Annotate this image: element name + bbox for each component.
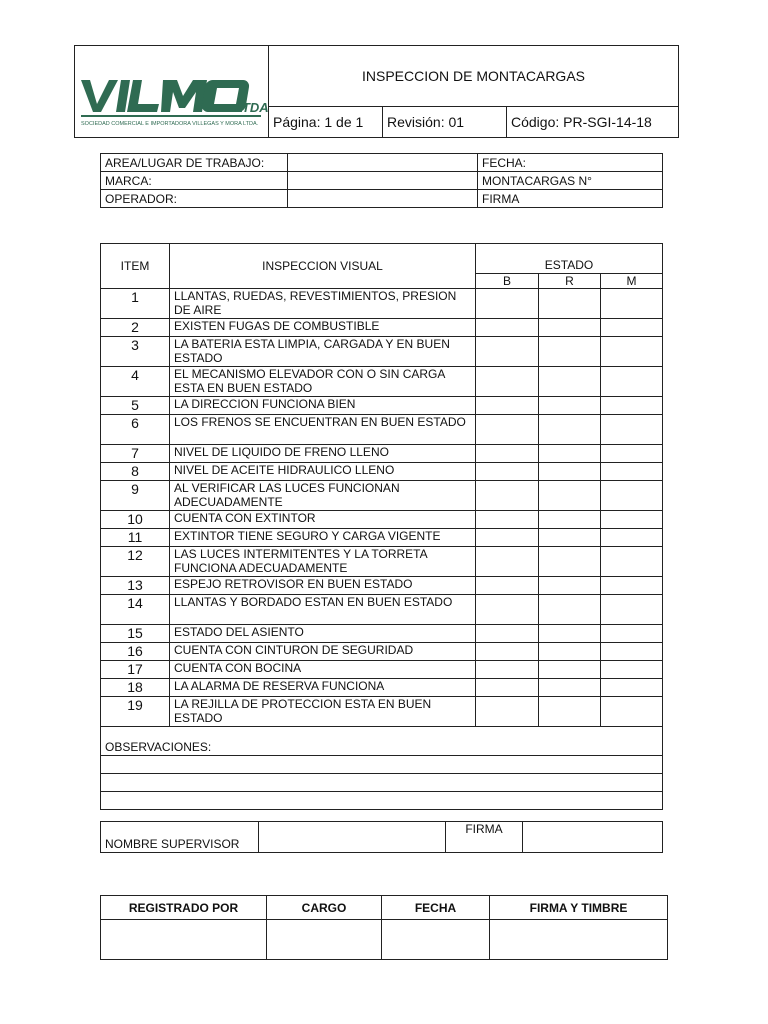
document-code: Código: PR-SGI-14-18 [507,106,679,137]
state-regular-check[interactable] [539,643,601,661]
state-good-check[interactable] [476,511,539,529]
state-regular-check[interactable] [539,547,601,577]
checklist-row [101,319,663,337]
state-bad-check[interactable] [601,697,663,727]
checklist-row [101,547,663,577]
state-regular-check[interactable] [539,625,601,643]
item-description: LA REJILLA DE PROTECCION ESTA EN BUEN ESTADO [170,697,476,727]
supervisor-signature-label: FIRMA [446,822,523,853]
item-number: 1 [101,289,170,319]
item-number: 5 [101,397,170,415]
supervisor-signature-field[interactable] [523,822,663,853]
item-number: 13 [101,577,170,595]
company-logo [75,46,269,138]
date-field[interactable] [382,920,490,960]
item-description: AL VERIFICAR LAS LUCES FUNCIONAN ADECUADAMENTE [170,481,476,511]
item-description: EL MECANISMO ELEVADOR CON O SIN CARGA ESTA EN BUEN ESTADO [170,367,476,397]
checklist-row [101,577,663,595]
state-bad-check[interactable] [601,397,663,415]
observations-line[interactable] [101,774,663,792]
checklist-row [101,367,663,397]
state-regular-check[interactable] [539,595,601,625]
checklist-row [101,643,663,661]
item-number: 12 [101,547,170,577]
brand-field[interactable] [288,172,478,190]
state-good-check[interactable] [476,643,539,661]
position-header: CARGO [267,896,382,920]
item-description: LA BATERIA ESTA LIMPIA, CARGADA Y EN BUEN ESTADO [170,337,476,367]
brand-label: MARCA: [101,172,288,190]
state-bad-check[interactable] [601,661,663,679]
item-description: ESPEJO RETROVISOR EN BUEN ESTADO [170,577,476,595]
checklist-row [101,463,663,481]
item-number: 19 [101,697,170,727]
svg-text:LTDA.: LTDA. [235,100,269,115]
state-regular-check[interactable] [539,397,601,415]
state-bad-check[interactable] [601,289,663,319]
item-description: LA DIRECCION FUNCIONA BIEN [170,397,476,415]
item-number: 7 [101,445,170,463]
checklist-row [101,289,663,319]
forklift-number-label: MONTACARGAS N° [478,172,663,190]
item-number: 14 [101,595,170,625]
checklist-row [101,337,663,367]
checklist-row [101,415,663,445]
item-number: 11 [101,529,170,547]
item-description: CUENTA CON CINTURON DE SEGURIDAD [170,643,476,661]
checklist-row [101,697,663,727]
state-bad-check[interactable] [601,547,663,577]
state-regular-check[interactable] [539,445,601,463]
item-number: 10 [101,511,170,529]
state-good-check[interactable] [476,481,539,511]
logo-subtitle: SOCIEDAD COMERCIAL E IMPORTADORA VILLEGAS Y MORA LTDA. [81,121,259,127]
checklist-row [101,595,663,625]
state-bad-check[interactable] [601,445,663,463]
state-bad-header: M [601,274,663,289]
state-bad-check[interactable] [601,415,663,445]
operator-label: OPERADOR: [101,190,288,208]
signature-stamp-field[interactable] [490,920,668,960]
state-bad-check[interactable] [601,319,663,337]
state-regular-check[interactable] [539,481,601,511]
work-info-table [100,153,663,208]
state-regular-check[interactable] [539,661,601,679]
state-regular-check[interactable] [539,337,601,367]
signature-stamp-header: FIRMA Y TIMBRE [490,896,668,920]
state-regular-check[interactable] [539,577,601,595]
item-description: EXISTEN FUGAS DE COMBUSTIBLE [170,319,476,337]
vilmo-logo-icon [75,46,269,135]
item-description: LA ALARMA DE RESERVA FUNCIONA [170,679,476,697]
item-description: ESTADO DEL ASIENTO [170,625,476,643]
item-description: CUENTA CON EXTINTOR [170,511,476,529]
state-regular-check[interactable] [539,679,601,697]
observations-line[interactable] [101,792,663,810]
date-label: FECHA: [478,154,663,172]
state-regular-check[interactable] [539,415,601,445]
state-bad-check[interactable] [601,463,663,481]
item-number: 6 [101,415,170,445]
state-good-check[interactable] [476,415,539,445]
state-bad-check[interactable] [601,643,663,661]
state-bad-check[interactable] [601,367,663,397]
state-regular-check[interactable] [539,463,601,481]
item-number: 17 [101,661,170,679]
document-title: INSPECCION DE MONTACARGAS [269,46,679,107]
state-good-check[interactable] [476,577,539,595]
state-regular-check[interactable] [539,697,601,727]
checklist-row [101,625,663,643]
item-description: CUENTA CON BOCINA [170,661,476,679]
state-good-check[interactable] [476,319,539,337]
state-bad-check[interactable] [601,481,663,511]
state-good-check[interactable] [476,679,539,697]
area-label: AREA/LUGAR DE TRABAJO: [101,154,288,172]
state-good-check[interactable] [476,697,539,727]
supervisor-row [100,821,663,853]
state-good-check[interactable] [476,661,539,679]
operator-field[interactable] [288,190,478,208]
checklist-row [101,397,663,415]
item-number: 18 [101,679,170,697]
item-description: LLANTAS Y BORDADO ESTAN EN BUEN ESTADO [170,595,476,625]
signature-label: FIRMA [478,190,663,208]
state-good-check[interactable] [476,595,539,625]
page-number: Página: 1 de 1 [269,106,383,137]
checklist-row [101,481,663,511]
state-bad-check[interactable] [601,529,663,547]
state-regular-check[interactable] [539,529,601,547]
state-regular-check[interactable] [539,511,601,529]
item-number: 16 [101,643,170,661]
state-good-check[interactable] [476,397,539,415]
state-good-check[interactable] [476,529,539,547]
inspection-checklist [100,243,663,810]
supervisor-name-field[interactable] [259,822,446,853]
document-header [74,45,679,138]
item-description: LOS FRENOS SE ENCUENTRAN EN BUEN ESTADO [170,415,476,445]
state-good-check[interactable] [476,289,539,319]
registry-table [100,895,668,960]
state-regular-check[interactable] [539,319,601,337]
state-bad-check[interactable] [601,577,663,595]
observations-line[interactable] [101,756,663,774]
area-field[interactable] [288,154,478,172]
revision: Revisión: 01 [383,106,507,137]
state-good-check[interactable] [476,547,539,577]
item-description: NIVEL DE ACEITE HIDRAULICO LLENO [170,463,476,481]
visual-column-header: INSPECCION VISUAL [170,244,476,289]
checklist-row [101,679,663,697]
item-description: EXTINTOR TIENE SEGURO Y CARGA VIGENTE [170,529,476,547]
state-good-check[interactable] [476,625,539,643]
item-number: 8 [101,463,170,481]
item-number: 3 [101,337,170,367]
registered-by-header: REGISTRADO POR [101,896,267,920]
state-good-check[interactable] [476,445,539,463]
state-regular-header: R [539,274,601,289]
state-bad-check[interactable] [601,511,663,529]
item-description: LAS LUCES INTERMITENTES Y LA TORRETA FUNCIONA ADECUADAMENTE [170,547,476,577]
state-good-check[interactable] [476,367,539,397]
checklist-row [101,511,663,529]
state-good-check[interactable] [476,463,539,481]
checklist-row [101,661,663,679]
checklist-items [101,289,663,727]
item-description: LLANTAS, RUEDAS, REVESTIMIENTOS, PRESION DE AIRE [170,289,476,319]
state-column-header: ESTADO [476,244,663,274]
state-good-check[interactable] [476,337,539,367]
state-bad-check[interactable] [601,337,663,367]
registered-by-field[interactable] [101,920,267,960]
state-bad-check[interactable] [601,595,663,625]
date-header: FECHA [382,896,490,920]
item-number: 4 [101,367,170,397]
item-description: NIVEL DE LIQUIDO DE FRENO LLENO [170,445,476,463]
state-good-header: B [476,274,539,289]
checklist-row [101,529,663,547]
item-number: 2 [101,319,170,337]
item-column-header: ITEM [101,244,170,289]
observations-label: OBSERVACIONES: [101,727,663,756]
state-bad-check[interactable] [601,625,663,643]
state-regular-check[interactable] [539,289,601,319]
item-number: 15 [101,625,170,643]
supervisor-name-label: NOMBRE SUPERVISOR [101,822,259,853]
checklist-row [101,445,663,463]
state-bad-check[interactable] [601,679,663,697]
position-field[interactable] [267,920,382,960]
state-regular-check[interactable] [539,367,601,397]
item-number: 9 [101,481,170,511]
